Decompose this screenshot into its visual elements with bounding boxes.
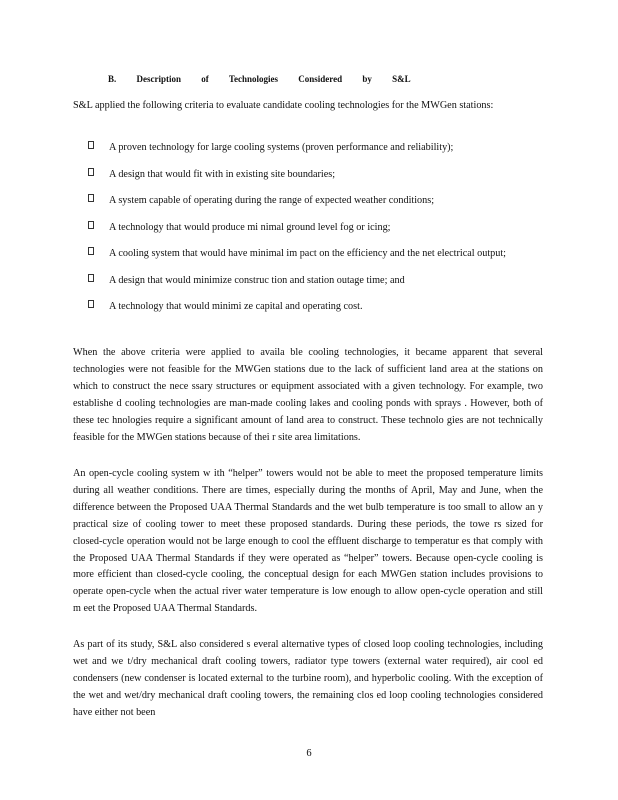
bullet-box-icon bbox=[88, 168, 94, 176]
criterion-text: A design that would minimize construc tion and station outage time; and bbox=[109, 274, 405, 286]
bullet-box-icon bbox=[88, 300, 94, 308]
list-item bbox=[88, 167, 543, 183]
criterion-text: A system capable of operating during the range of expected weather conditions; bbox=[109, 195, 435, 206]
intro-paragraph: S&L applied the following criteria to evaluate candidate cooling technologies for the MWGen stations: bbox=[73, 100, 494, 111]
section-heading: B. Description of Technologies Considered by S&L bbox=[108, 74, 411, 84]
page-number: 6 bbox=[306, 748, 312, 759]
criterion-text: A technology that would minimi ze capital and operating cost. bbox=[109, 301, 363, 312]
body-paragraph: An open-cycle cooling system w ith “helper” towers would not be able to meet the proposed temperature limits during all weather conditions. There are times, especially during the months of April, May and June, when the difference between the Proposed UAA Thermal Standards and the wet bulb temperature is too small to allow an y practical size of cooling tower to meet these proposed standards. During these periods, the towe rs sized for closed-cycle operation would not be large enough to cool the effluent discharge to temperatur es that comply with the Proposed UAA Thermal Standards if they were operated as “helper” towers. Because open-cycle cooling is more efficient than closed-cycle cooling, the conceptual design for each MWGen station includes provisions to operate open-cycle when the actual river water temperature is low enough to allow open-cycle operation and still m eet the Proposed UAA Thermal Standards. bbox=[73, 468, 543, 615]
body-paragraph: As part of its study, S&L also considered s everal alternative types of closed loop cooling technologies, including wet and we t/dry mechanical draft cooling towers, radiator type towers (external water required), air cool ed condensers (new condenser is located external to the turbine room), and hyperbolic cooling. With the exception of the wet and wet/dry mechanical draft cooling towers, the remaining clos ed loop cooling technologies considered have either not been bbox=[73, 639, 543, 718]
bullet-box-icon bbox=[88, 221, 94, 229]
criterion-text: A technology that would produce mi nimal ground level fog or icing; bbox=[109, 221, 391, 233]
body-paragraph: When the above criteria were applied to availa ble cooling technologies, it became apparent that several technologies were not feasible for the MWGen stations due to the lack of sufficient land area at the stations on which to construct the nece ssary structures or equipment associated with a given technology. For example, two establishe d cooling technologies are man-made cooling lakes and cooling ponds with sprays . However, both of these tec hnologies require a significant amount of land area to construct. These technolo gies are not technically feasible for the MWGen stations because of thei r site area limitations. bbox=[73, 347, 543, 443]
criterion-text: A design that would fit with in existing site boundaries; bbox=[109, 168, 336, 180]
list-item bbox=[88, 299, 543, 315]
bullet-box-icon bbox=[88, 247, 94, 255]
bullet-box-icon bbox=[88, 194, 94, 202]
list-item bbox=[88, 273, 543, 289]
list-item bbox=[88, 246, 543, 262]
criteria-list bbox=[88, 140, 543, 315]
bullet-box-icon bbox=[88, 274, 94, 282]
criterion-text: A proven technology for large cooling systems (proven performance and reliability); bbox=[109, 142, 454, 153]
criterion-text: A cooling system that would have minimal im pact on the efficiency and the net electrical output; bbox=[109, 248, 507, 259]
list-item bbox=[88, 220, 543, 236]
bullet-box-icon bbox=[88, 141, 94, 149]
list-item bbox=[88, 140, 543, 156]
list-item bbox=[88, 193, 543, 209]
